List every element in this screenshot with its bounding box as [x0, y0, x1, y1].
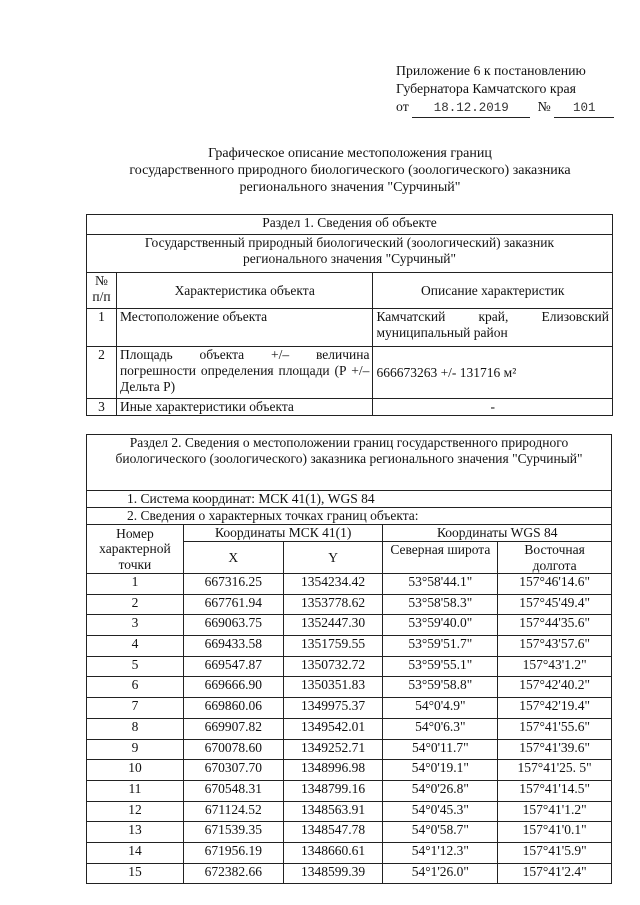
section1-table	[86, 214, 613, 416]
table-row	[87, 698, 612, 719]
point-x: 671124.52	[183, 801, 283, 822]
point-number: 14	[87, 842, 184, 863]
appendix-header	[396, 62, 614, 118]
point-x: 670548.31	[183, 780, 283, 801]
point-longitude: 157°41'0.1"	[498, 822, 612, 843]
point-longitude: 157°45'49.4"	[498, 594, 612, 615]
point-latitude: 54°0'11.7"	[383, 739, 498, 760]
row-description: Камчатский край, Елизовский муниципальный район	[373, 309, 613, 347]
point-number: 4	[87, 636, 184, 657]
section2-table	[86, 434, 612, 884]
col-header-description: Описание характеристик	[373, 273, 613, 309]
point-y: 1348799.16	[283, 780, 383, 801]
row-description: 666673263 +/- 131716 м²	[373, 347, 613, 399]
point-longitude: 157°41'5.9"	[498, 842, 612, 863]
point-y: 1348599.39	[283, 863, 383, 884]
point-y: 1348547.78	[283, 822, 383, 843]
point-y: 1350351.83	[283, 677, 383, 698]
document-title	[100, 145, 600, 196]
point-number: 15	[87, 863, 184, 884]
point-longitude: 157°42'19.4"	[498, 698, 612, 719]
table-row	[87, 677, 612, 698]
table-row	[87, 656, 612, 677]
point-longitude: 157°41'14.5"	[498, 780, 612, 801]
point-number: 8	[87, 718, 184, 739]
col-header-y: Y	[283, 542, 383, 574]
point-latitude: 54°0'45.3"	[383, 801, 498, 822]
row-number: 1	[87, 309, 117, 347]
point-latitude: 53°58'58.3"	[383, 594, 498, 615]
table-row	[87, 842, 612, 863]
title-line-2: государственного природного биологического (зоологического) заказника	[129, 163, 571, 178]
appendix-date-number-line	[396, 98, 614, 118]
table-row	[87, 822, 612, 843]
table-row	[87, 347, 613, 399]
point-y: 1348996.98	[283, 760, 383, 781]
row-number: 3	[87, 399, 117, 416]
point-y: 1348660.61	[283, 842, 383, 863]
point-longitude: 157°43'57.6"	[498, 636, 612, 657]
point-latitude: 54°0'4.9"	[383, 698, 498, 719]
point-number: 11	[87, 780, 184, 801]
point-x: 667761.94	[183, 594, 283, 615]
point-longitude: 157°41'1.2"	[498, 801, 612, 822]
decree-number: 101	[554, 99, 614, 118]
point-number: 12	[87, 801, 184, 822]
point-x: 670307.70	[183, 760, 283, 781]
point-x: 670078.60	[183, 739, 283, 760]
col-header-characteristic: Характеристика объекта	[116, 273, 372, 309]
col-header-latitude: Северная широта	[383, 542, 498, 574]
point-latitude: 54°0'19.1"	[383, 760, 498, 781]
point-number: 2	[87, 594, 184, 615]
point-longitude: 157°41'2.4"	[498, 863, 612, 884]
row-characteristic: Площадь объекта +/– величина погрешности определения площади (Р +/– Дельта Р)	[116, 347, 372, 399]
row-characteristic: Иные характеристики объекта	[116, 399, 372, 416]
table-row	[87, 760, 612, 781]
table-row	[87, 739, 612, 760]
section1-heading: Раздел 1. Сведения об объекте	[87, 215, 613, 235]
col-header-msk: Координаты МСК 41(1)	[183, 525, 383, 542]
point-longitude: 157°41'25. 5"	[498, 760, 612, 781]
col-header-longitude: Восточная долгота	[498, 542, 612, 574]
number-label: №	[537, 99, 551, 114]
point-latitude: 53°59'55.1"	[383, 656, 498, 677]
table-row	[87, 863, 612, 884]
point-y: 1350732.72	[283, 656, 383, 677]
col-header-wgs: Координаты WGS 84	[383, 525, 612, 542]
points-body	[87, 574, 612, 884]
decree-date: 18.12.2019	[412, 99, 530, 118]
point-x: 669063.75	[183, 615, 283, 636]
point-x: 672382.66	[183, 863, 283, 884]
point-x: 671956.19	[183, 842, 283, 863]
table-row	[87, 574, 612, 595]
point-latitude: 54°0'6.3"	[383, 718, 498, 739]
point-longitude: 157°43'1.2"	[498, 656, 612, 677]
table-row	[87, 801, 612, 822]
title-line-1: Графическое описание местоположения границ	[208, 146, 492, 161]
table-row	[87, 615, 612, 636]
object-name-line-2: регионального значения "Сурчиный"	[243, 251, 456, 266]
point-longitude: 157°46'14.6"	[498, 574, 612, 595]
point-longitude: 157°44'35.6"	[498, 615, 612, 636]
point-x: 669860.06	[183, 698, 283, 719]
point-x: 669907.82	[183, 718, 283, 739]
point-latitude: 54°1'12.3"	[383, 842, 498, 863]
table-row	[87, 594, 612, 615]
point-number: 13	[87, 822, 184, 843]
point-latitude: 53°59'40.0"	[383, 615, 498, 636]
point-number: 10	[87, 760, 184, 781]
point-longitude: 157°41'55.6"	[498, 718, 612, 739]
table-row	[87, 636, 612, 657]
point-y: 1352447.30	[283, 615, 383, 636]
point-latitude: 54°0'26.8"	[383, 780, 498, 801]
point-y: 1351759.55	[283, 636, 383, 657]
section2-heading: Раздел 2. Сведения о местоположении границ государственного природного биологического (зоологического) заказника регионального значения "Сурчиный"	[87, 435, 612, 491]
section1-object-name	[87, 235, 613, 273]
title-line-3: регионального значения "Сурчиный"	[239, 180, 461, 195]
point-longitude: 157°42'40.2"	[498, 677, 612, 698]
point-number: 1	[87, 574, 184, 595]
point-number: 3	[87, 615, 184, 636]
point-x: 671539.35	[183, 822, 283, 843]
coordinate-system: 1. Система координат: МСК 41(1), WGS 84	[87, 491, 612, 508]
point-y: 1349542.01	[283, 718, 383, 739]
table-row	[87, 718, 612, 739]
row-characteristic: Местоположение объекта	[116, 309, 372, 347]
point-number: 5	[87, 656, 184, 677]
table-row	[87, 399, 613, 416]
object-name-line-1: Государственный природный биологический (зоологический) заказник	[144, 235, 555, 250]
from-label: от	[396, 99, 409, 114]
points-caption: 2. Сведения о характерных точках границ объекта:	[87, 508, 612, 525]
row-number: 2	[87, 347, 117, 399]
point-longitude: 157°41'39.6"	[498, 739, 612, 760]
point-latitude: 53°59'51.7"	[383, 636, 498, 657]
appendix-line-1: Приложение 6 к постановлению	[396, 63, 586, 78]
point-x: 667316.25	[183, 574, 283, 595]
point-number: 6	[87, 677, 184, 698]
table-row	[87, 780, 612, 801]
point-latitude: 54°0'58.7"	[383, 822, 498, 843]
appendix-line-2: Губернатора Камчатского края	[396, 81, 576, 96]
col-header-point-number: Номер характерной точки	[87, 525, 184, 574]
col-header-x: X	[183, 542, 283, 574]
point-y: 1354234.42	[283, 574, 383, 595]
row-description: -	[373, 399, 613, 416]
point-y: 1349975.37	[283, 698, 383, 719]
point-latitude: 53°59'58.8"	[383, 677, 498, 698]
point-number: 9	[87, 739, 184, 760]
point-x: 669547.87	[183, 656, 283, 677]
point-latitude: 53°58'44.1"	[383, 574, 498, 595]
point-number: 7	[87, 698, 184, 719]
point-y: 1353778.62	[283, 594, 383, 615]
point-latitude: 54°1'26.0"	[383, 863, 498, 884]
point-y: 1349252.71	[283, 739, 383, 760]
point-x: 669666.90	[183, 677, 283, 698]
col-header-num: № п/п	[87, 273, 117, 309]
table-row	[87, 309, 613, 347]
point-y: 1348563.91	[283, 801, 383, 822]
point-x: 669433.58	[183, 636, 283, 657]
